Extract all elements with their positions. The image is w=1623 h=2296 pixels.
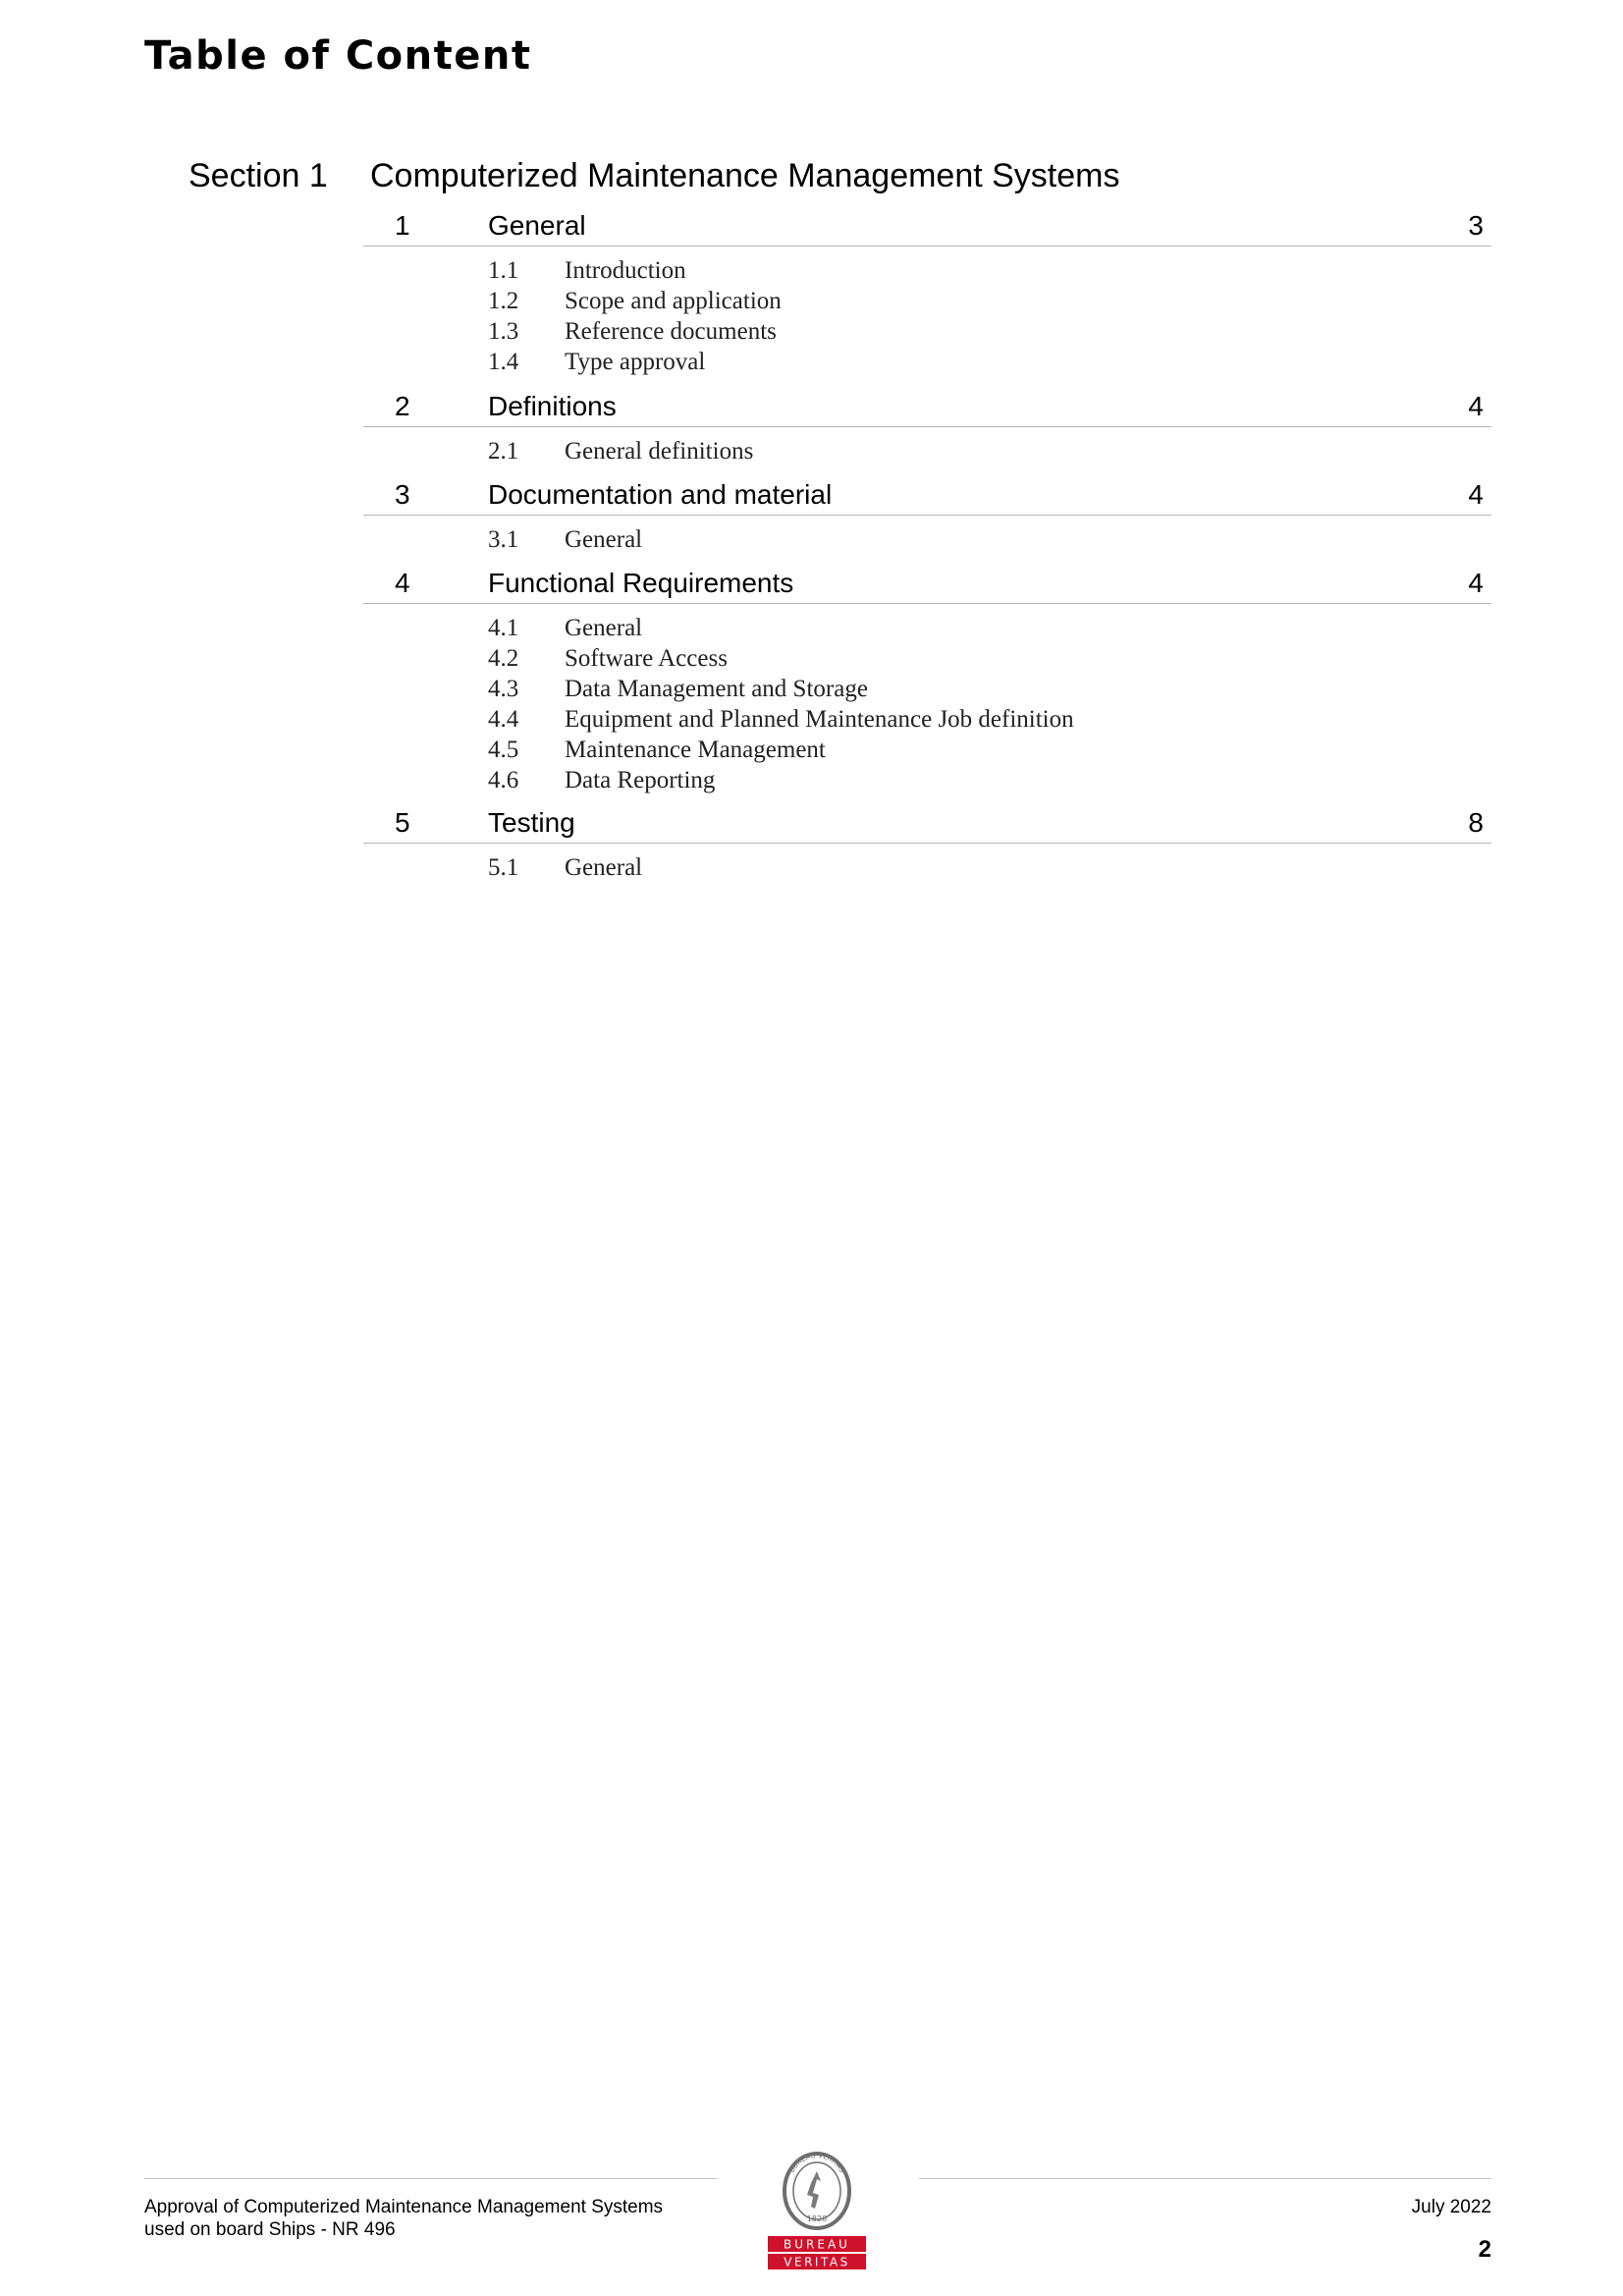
chapter-title: Functional Requirements [488,568,794,598]
footer-rule-right [919,2178,1491,2179]
subsection-title: General [565,854,643,881]
subsection-number: 4.3 [488,676,519,702]
toc-chapter-2[interactable] [363,391,1491,427]
subsection-number: 1.1 [488,257,519,284]
subsection-number: 4.6 [488,767,519,793]
subsection-number: 4.1 [488,615,519,641]
subsection-number: 3.1 [488,526,519,553]
subsection-title: Scope and application [565,288,782,314]
subsection-title: Equipment and Planned Maintenance Job definition [565,706,1074,733]
toc-chapter-4[interactable] [363,568,1491,604]
subsection-number: 5.1 [488,854,519,881]
subsection-title: Reference documents [565,318,777,345]
toc-chapter-5[interactable] [363,807,1491,844]
footer-date: July 2022 [1411,2197,1491,2217]
footer-doc-title-line2: used on board Ships - NR 496 [144,2219,396,2240]
subsection-title: Data Management and Storage [565,676,868,702]
bureau-veritas-logo [768,2146,866,2273]
page-title: Table of Content [144,33,532,79]
subsection-title: Maintenance Management [565,737,826,763]
logo-top-text: BUREAU [784,2237,850,2252]
subsection-number: 1.4 [488,349,519,375]
chapter-number: 3 [395,479,410,510]
footer-page-number: 2 [1478,2236,1491,2263]
chapter-page: 8 [1468,807,1484,838]
chapter-number: 5 [395,807,410,838]
subsection-title: General [565,615,643,641]
toc-chapter-1[interactable] [363,210,1491,246]
subsection-title: Data Reporting [565,767,716,793]
section-title: Computerized Maintenance Management Systems [370,157,1120,194]
chapter-title: General [488,210,586,241]
logo-bottom-text: VERITAS [784,2255,850,2269]
subsection-number: 1.3 [488,318,519,345]
subsection-number: 4.4 [488,706,519,733]
subsection-title: General [565,526,643,553]
logo-year: 1828 [806,2214,828,2223]
subsection-title: General definitions [565,438,754,465]
subsection-title: Software Access [565,645,728,672]
footer-rule-left [144,2178,717,2179]
footer-doc-title-line1: Approval of Computerized Maintenance Management Systems [144,2197,664,2217]
chapter-title: Definitions [488,391,617,421]
section-label: Section 1 [189,157,328,194]
subsection-title: Type approval [565,349,706,375]
subsection-number: 4.5 [488,737,519,763]
chapter-number: 1 [395,210,410,241]
subsection-number: 4.2 [488,645,519,672]
chapter-number: 4 [395,568,410,598]
logo-arc-text: BUREAU VERITAS [787,2151,846,2174]
chapter-title: Testing [488,807,575,838]
chapter-page: 4 [1468,568,1484,598]
subsection-number: 1.2 [488,288,519,314]
footer-doc-title [144,2196,663,2241]
subsection-title: Introduction [565,257,686,284]
chapter-number: 2 [395,391,410,421]
chapter-page: 4 [1468,479,1484,510]
logo-figure [807,2171,821,2209]
subsection-number: 2.1 [488,438,519,465]
chapter-page: 3 [1468,210,1484,241]
chapter-page: 4 [1468,391,1484,421]
logo-seal-inner-ring [793,2162,840,2219]
chapter-title: Documentation and material [488,479,833,510]
toc-chapter-3[interactable] [363,479,1491,516]
